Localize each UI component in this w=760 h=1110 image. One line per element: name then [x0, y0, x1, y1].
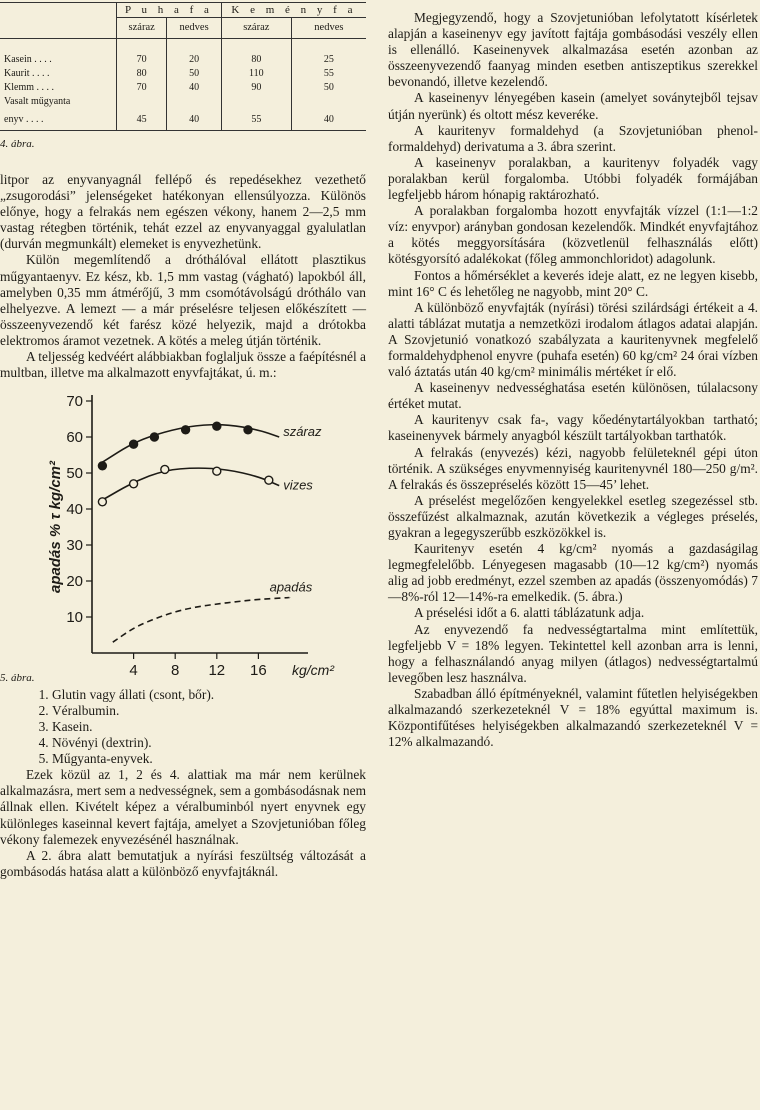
y-tick-label: 60	[66, 429, 83, 447]
x-axis-label: kg/cm²	[292, 662, 334, 679]
strength-table	[0, 2, 366, 131]
data-point	[244, 426, 252, 434]
table-row	[0, 81, 366, 95]
data-point	[130, 480, 138, 488]
y-tick-label: 30	[66, 537, 83, 555]
list-item: 5. Műgyanta-enyvek.	[52, 751, 366, 767]
table-row	[0, 95, 366, 109]
paragraph: A teljesség kedvéért alábbiakban foglaljuk össze a faépítésnél a multban, illetve ma alkalmazott enyvfajtákat, ú. m.:	[0, 349, 366, 381]
data-point	[182, 426, 190, 434]
table-cell: 40	[167, 109, 222, 131]
glue-type-list	[0, 687, 366, 767]
subheader-szaraz: száraz	[117, 18, 167, 39]
data-point	[98, 462, 106, 470]
data-point	[98, 498, 106, 506]
list-item: 2. Véralbumin.	[52, 703, 366, 719]
series-label: vizes	[283, 477, 313, 493]
data-point	[213, 467, 221, 475]
paragraph: A kauritenyv formaldehyd (a Szovjetunióban phenol-formaldehyd) derivatuma a 3. ábra szerint.	[388, 122, 758, 154]
list-item: 1. Glutin vagy állati (csont, bőr).	[52, 687, 366, 703]
series-label: apadás	[269, 579, 313, 595]
data-point	[161, 466, 169, 474]
x-tick-label: 12	[208, 662, 226, 680]
series-label: száraz	[283, 424, 322, 440]
list-item: 3. Kasein.	[52, 719, 366, 735]
paragraph: A kauritenyv csak fa-, vagy kőedénytartályokban tartható; kaseinenyvek bármely anyagból készült tartályokban tarthatók.	[388, 412, 758, 444]
table-caption: 4. ábra.	[0, 138, 35, 150]
paragraph: A felrakás (enyvezés) kézi, nagyobb felületeknél gépi úton történik. A szükséges enyvmennyiség kauritenyvnél 180—250 g/m². A felrakás és összepréselés között 15—45’ lehet.	[388, 444, 758, 492]
table-cell: 40	[291, 109, 366, 131]
table-cell: 55	[291, 67, 366, 81]
list-item: 4. Növényi (dextrin).	[52, 735, 366, 751]
paragraph: A kaseinenyv lényegében kasein (amelyet soványtejből tejsav útján nyerünk) és oltott mész keveréke.	[388, 90, 758, 122]
pressure-chart	[0, 387, 366, 687]
table-cell	[221, 95, 291, 109]
table-row	[0, 109, 366, 131]
paragraph: A poralakban forgalomba hozott enyvfajták vízzel (1:1—1:2 víz: enyvpor) arányban gondosan kezelendők. Mindkét enyvfajtához a kötés meggyorsítására (közvetlenül felhasználás előtt) kötésgyorsító adalékokat (főleg ammonchloridot) adagolunk.	[388, 203, 758, 267]
table-cell: 50	[291, 81, 366, 95]
table-cell: 80	[221, 53, 291, 67]
paragraph: Megjegyzendő, hogy a Szovjetunióban lefolytatott kísérletek alapján a kaseinenyv egy javított fajtája gombásodási veszély ellen is ellenálló. Kaseinenyvek alkalmazása esetén azonban az összeenyvezendő faanyag minden esetben antiszeptikus szerekkel bevonandó, illetve kezelendő.	[388, 10, 758, 90]
table-cell: 90	[221, 81, 291, 95]
y-tick-label: 20	[66, 573, 83, 591]
paragraph: Külön megemlítendő a dróthálóval ellátott plasztikus műgyantaenyv. Ez kész, kb. 1,5 mm vastag (vágható) lapokból áll, amelyben 0,35 mm átmérőjű, 3 mm csomótávolságú dróthálo van elhelyezve. A lemezt — a már préselésre teljesen előkészített — összeenyvezendő két farész közé helyezik, majd a drótokba elektromos áramot vezetnek. A kötés a meleg útján történik.	[0, 252, 366, 348]
y-tick-label: 50	[66, 465, 83, 483]
row-label: Kaurit . . . .	[4, 68, 50, 79]
right-column	[388, 0, 758, 750]
table-cell: 25	[291, 53, 366, 67]
y-axis-label: apadás % τ kg/cm²	[47, 461, 64, 594]
paragraph: A 2. ábra alatt bemutatjuk a nyírási feszültség változását a gombásodás hatása alatt a különböző enyvfajtáknál.	[0, 847, 366, 879]
table-row	[0, 38, 366, 53]
table-cell: 110	[221, 67, 291, 81]
y-tick-label: 40	[66, 501, 83, 519]
paragraph: Ezek közül az 1, 2 és 4. alattiak ma már nem kerülnek alkalmazásra, mert sem a nedvességnek, sem a gombásodásnak nem állnak ellen. Kivételt képez a véralbuminból nyert enyvnek egy különleges kaseinnal kevert fajtája, amelyet a Szovjetunióban főleg vékony falemezek enyvezésénél használnak.	[0, 767, 366, 847]
table-cell: 70	[117, 81, 167, 95]
paragraph: Kauritenyv esetén 4 kg/cm² nyomás a gazdaságilag legmegfelelőbb. Lényegesen magasabb (10—12 kg/cm²) nyomás alig ad jobb eredményt, ezzel szemben az apadás (összenyomódás) 7—8%-ról 12—14%-ra emelkedik. (5. ábra.)	[388, 541, 758, 605]
x-tick-label: 4	[129, 662, 138, 680]
table-cell	[291, 95, 366, 109]
table-cell: 45	[117, 109, 167, 131]
paragraph: litpor az enyvanyagnál fellépő és repedésekhez vezethető „zsugorodási” jelenségeket hatékonyan ellensúlyozza. Különös előnye, hogy a felrakás nem egészen vékony, hanem 2—2,5 mm vastag rétegben történik, tehát ezzel az enyvanyaggal gyalulatlan (durván megmunkált) elemeket is enyvezhetünk.	[0, 172, 366, 252]
figure-caption: 5. ábra.	[0, 672, 35, 685]
x-tick-label: 16	[250, 662, 267, 680]
data-point	[130, 440, 138, 448]
row-label: Klemm . . . .	[4, 82, 54, 93]
data-point	[213, 422, 221, 430]
table-cell: 55	[221, 109, 291, 131]
paragraph: A kaseinenyv nedvességhatása esetén különösen, túlalacsony értéket mutat.	[388, 380, 758, 412]
table-row	[0, 53, 366, 67]
header-kemenyfa: K e m é n y f a	[221, 3, 366, 18]
subheader-szaraz: száraz	[221, 18, 291, 39]
series-line-apadás	[113, 598, 290, 643]
row-label: Vasalt műgyanta	[4, 96, 71, 107]
table-cell: 50	[167, 67, 222, 81]
paragraph: Fontos a hőmérséklet a keverés ideje alatt, ez ne legyen kisebb, mint 16° C és lehetőleg ne nagyobb, mint 20° C.	[388, 267, 758, 299]
header-puhafa: P u h a f a	[117, 3, 222, 18]
paragraph: A préselést megelőzően kengyelekkel esetleg szegezéssel stb. összefűzést alkalmaznak, azután következik a végleges préselés, gyakran a legegyszerűbb eszközökkel is.	[388, 492, 758, 540]
row-label: enyv . . . .	[0, 109, 117, 131]
table-cell: 80	[117, 67, 167, 81]
paragraph: Szabadban álló építményeknél, valamint fűtetlen helyiségekben alkalmazandó szerkezeteknél V = 18% egyúttal maximum is. Központifűtéses helyiségekben alkalmazandó szerkezeteknél V = 12% alkalmazandó.	[388, 685, 758, 750]
table-cell: 70	[117, 53, 167, 67]
table-row	[0, 67, 366, 81]
paragraph: A préselési időt a 6. alatti táblázatunk adja.	[414, 605, 645, 621]
table-cell	[167, 95, 222, 109]
paragraph: Az enyvezendő fa nedvességtartalma mint említettük, legfeljebb V = 18% legyen. Tekintettel kell azonban arra is lenni, hogy a felhasználandó anyag milyen (átlagos) nedvességtartalmú levegőben lesz használva.	[388, 621, 758, 685]
subheader-nedves: nedves	[167, 18, 222, 39]
subheader-nedves: nedves	[291, 18, 366, 39]
left-column	[0, 0, 366, 880]
table-cell	[117, 95, 167, 109]
x-tick-label: 8	[171, 662, 180, 680]
y-tick-label: 10	[66, 609, 83, 627]
table-cell: 20	[167, 53, 222, 67]
data-point	[265, 476, 273, 484]
table-cell: 40	[167, 81, 222, 95]
data-point	[150, 433, 158, 441]
series-line-száraz	[102, 425, 279, 462]
y-tick-label: 70	[66, 393, 83, 411]
paragraph: A kaseinenyv poralakban, a kauritenyv folyadék vagy poralakban kerül forgalomba. Utóbbi folyadék formájában legfeljebb három hónapig raktározható.	[388, 154, 758, 203]
paragraph: A különböző enyvfajták (nyírási) törési szilárdsági értékeit a 4. alatti táblázat mutatja a nemzetközi irodalom átlagos adatai alapján. A Szovjetunió vonatkozó szabályzata a kauritenyvnek megfelelő formaldehydphenol enyvre (puhafa esetén) 60 kg/cm² 24 órai vízben való áztatás után 40 kg/cm² minimális mértéket ír elő.	[388, 299, 758, 380]
row-label: Kasein . . . .	[4, 54, 52, 65]
